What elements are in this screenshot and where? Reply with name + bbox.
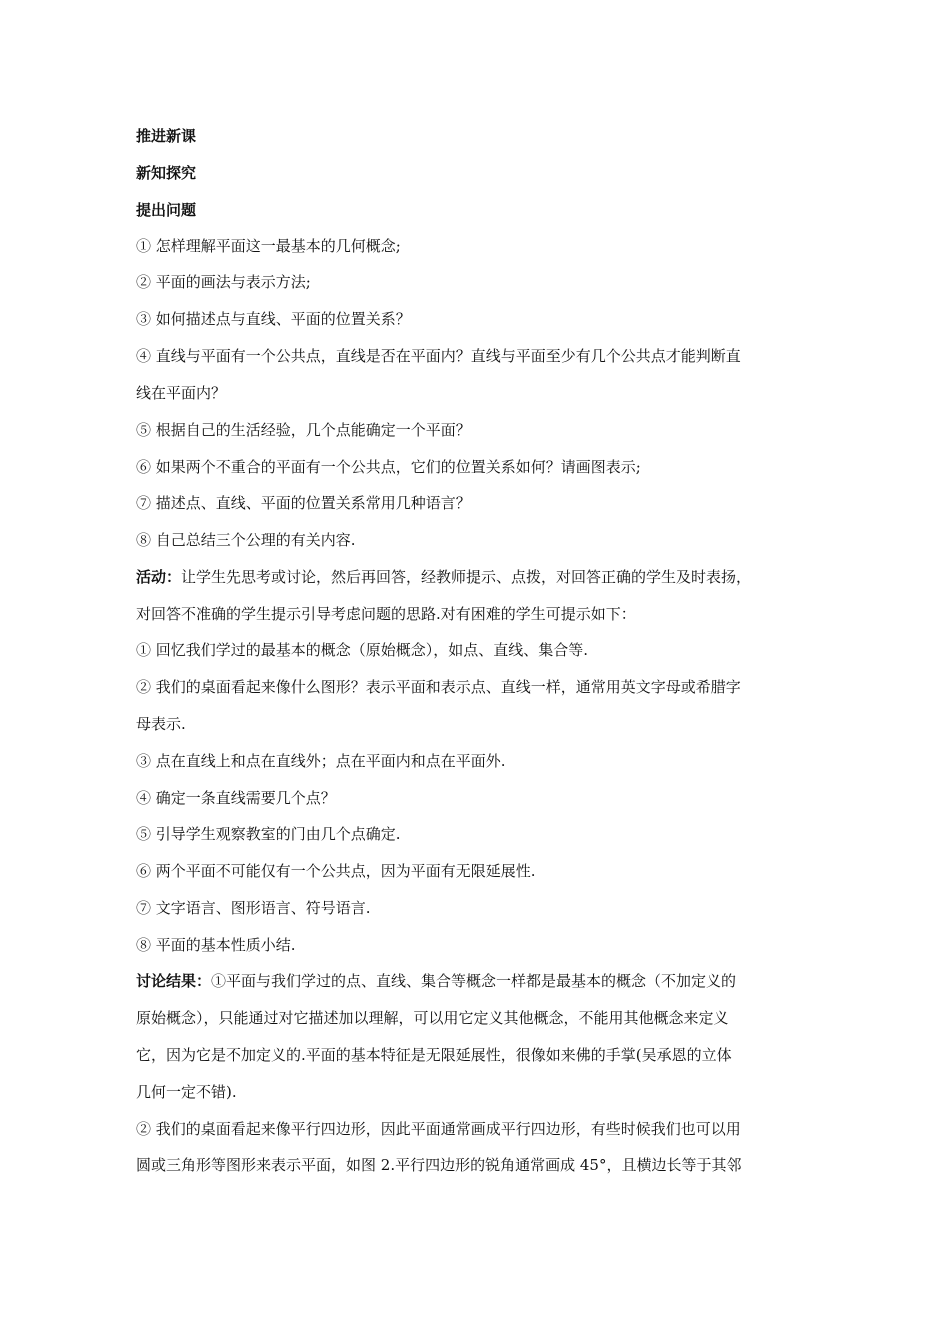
activity-label: 活动： <box>136 568 182 586</box>
activity-line-2: 对回答不准确的学生提示引导考虑问题的思路.对有困难的学生可提示如下： <box>136 605 636 623</box>
heading-new-knowledge: 新知探究 <box>136 164 197 182</box>
heading-advance-lesson: 推进新课 <box>136 127 197 145</box>
hint-3: ③ 点在直线上和点在直线外；点在平面内和点在平面外. <box>136 752 506 770</box>
hint-6: ⑥ 两个平面不可能仅有一个公共点，因为平面有无限延展性. <box>136 862 536 880</box>
hint-5: ⑤ 引导学生观察教室的门由几个点确定. <box>136 825 401 843</box>
hint-8: ⑧ 平面的基本性质小结. <box>136 936 296 954</box>
activity-text-1: 让学生先思考或讨论，然后再回答，经教师提示、点拨，对回答正确的学生及时表扬， <box>181 568 752 586</box>
question-3: ③ 如何描述点与直线、平面的位置关系？ <box>136 310 411 328</box>
question-1: ① 怎样理解平面这一最基本的几何概念; <box>136 237 401 255</box>
question-8: ⑧ 自己总结三个公理的有关内容. <box>136 531 356 549</box>
hint-2: ② 我们的桌面看起来像什么图形？表示平面和表示点、直线一样，通常用英文字母或希腊字 <box>136 678 741 696</box>
question-7: ⑦ 描述点、直线、平面的位置关系常用几种语言？ <box>136 494 471 512</box>
discussion-text-1: ①平面与我们学过的点、直线、集合等概念一样都是最基本的概念（不加定义的 <box>211 972 737 990</box>
activity-line-1 <box>136 567 751 587</box>
question-4: ④ 直线与平面有一个公共点，直线是否在平面内？直线与平面至少有几个公共点才能判断直 <box>136 347 741 365</box>
discussion-line-3: 它，因为它是不加定义的.平面的基本特征是无限延展性，很像如来佛的手掌(吴承恩的立体 <box>136 1046 732 1064</box>
discussion-line-5: ② 我们的桌面看起来像平行四边形，因此平面通常画成平行四边形，有些时候我们也可以用 <box>136 1120 741 1138</box>
question-2: ② 平面的画法与表示方法; <box>136 273 311 291</box>
heading-pose-questions: 提出问题 <box>136 201 197 219</box>
question-5: ⑤ 根据自己的生活经验，几个点能确定一个平面？ <box>136 421 471 439</box>
hint-1: ① 回忆我们学过的最基本的概念（原始概念），如点、直线、集合等. <box>136 641 589 659</box>
discussion-line-2: 原始概念），只能通过对它描述加以理解，可以用它定义其他概念，不能用其他概念来定义 <box>136 1009 729 1027</box>
discussion-line-6: 圆或三角形等图形来表示平面，如图 2.平行四边形的锐角通常画成 45°，且横边长等于其邻 <box>136 1156 742 1174</box>
hint-2-cont: 母表示. <box>136 715 186 733</box>
hint-4: ④ 确定一条直线需要几个点？ <box>136 789 336 807</box>
discussion-line-1 <box>136 971 736 991</box>
discussion-line-4: 几何一定不错). <box>136 1083 237 1101</box>
discussion-label: 讨论结果： <box>136 972 212 990</box>
question-4-cont: 线在平面内？ <box>136 384 227 402</box>
question-6: ⑥ 如果两个不重合的平面有一个公共点，它们的位置关系如何？请画图表示; <box>136 458 641 476</box>
hint-7: ⑦ 文字语言、图形语言、符号语言. <box>136 899 371 917</box>
